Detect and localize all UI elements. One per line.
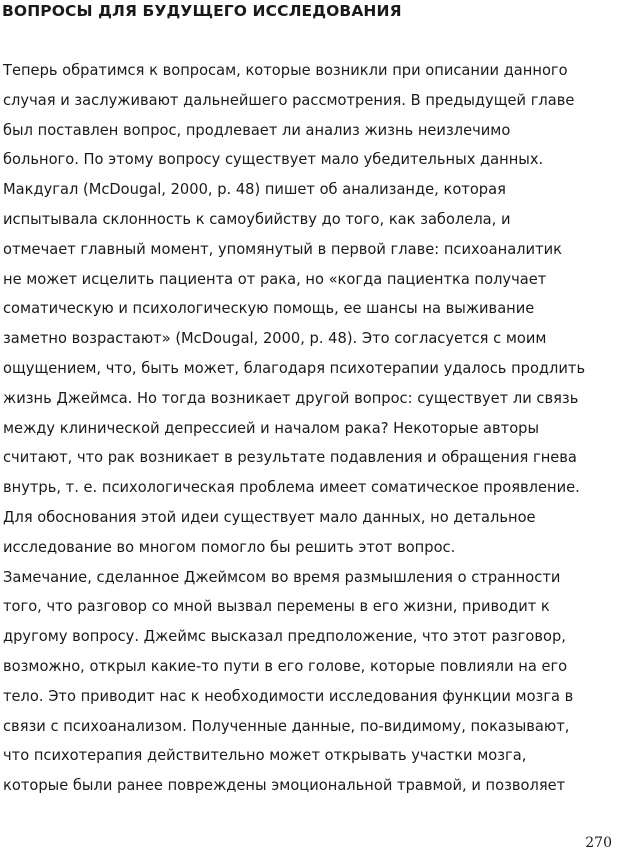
text-line: испытывала склонность к самоубийству до того, как заболела, и: [3, 210, 511, 228]
section-heading: ВОПРОСЫ ДЛЯ БУДУЩЕГО ИССЛЕДОВАНИЯ: [2, 2, 402, 20]
text-line: того, что разговор со мной вызвал перемены в его жизни, приводит к: [3, 598, 550, 616]
text-line: не может исцелить пациента от рака, но «когда пациентка получает: [3, 270, 547, 288]
text-line: Для обоснования этой идеи существует мало данных, но детальное: [3, 508, 536, 526]
text-line: внутрь, т. е. психологическая проблема имеет соматическое проявление.: [3, 479, 580, 497]
text-line: жизнь Джеймса. Но тогда возникает другой вопрос: существует ли связь: [3, 389, 579, 407]
text-line: заметно возрастают» (McDougal, 2000, p. 48). Это согласуется с моим: [3, 330, 547, 348]
text-line: связи с психоанализом. Полученные данные, по-видимому, показывают,: [3, 717, 570, 735]
text-line: считают, что рак возникает в результате подавления и обращения гнева: [3, 449, 577, 467]
text-line: между клинической депрессией и началом рака? Некоторые авторы: [3, 419, 540, 437]
text-line: ощущением, что, быть может, благодаря психотерапии удалось продлить: [3, 359, 586, 377]
text-line: другому вопросу. Джеймс высказал предположение, что этот разговор,: [3, 628, 566, 646]
text-line: Макдугал (McDougal, 2000, p. 48) пишет об анализанде, которая: [3, 181, 506, 199]
text-line: что психотерапия действительно может открывать участки мозга,: [3, 747, 527, 765]
text-line: случая и заслуживают дальнейшего рассмотрения. В предыдущей главе: [3, 91, 575, 109]
text-line: Замечание, сделанное Джеймсом во время размышления о странности: [3, 568, 561, 586]
text-line: исследование во многом помогло бы решить этот вопрос.: [3, 538, 456, 556]
text-line: возможно, открыл какие-то пути в его голове, которые повлияли на его: [3, 657, 568, 675]
text-line: был поставлен вопрос, продлевает ли анализ жизнь неизлечимо: [3, 121, 511, 139]
body-text: [3, 56, 620, 801]
text-line: больного. По этому вопросу существует мало убедительных данных.: [3, 151, 544, 169]
text-line: Теперь обратимся к вопросам, которые возникли при описании данного: [3, 62, 568, 79]
text-line: соматическую и психологическую помощь, ее шансы на выживание: [3, 300, 535, 318]
text-line: тело. Это приводит нас к необходимости исследования функции мозга в: [3, 687, 574, 705]
text-line: которые были ранее повреждены эмоциональной травмой, и позволяет: [3, 777, 566, 795]
page-number: 270: [585, 835, 612, 851]
text-line: отмечает главный момент, упомянутый в первой главе: психоаналитик: [3, 240, 562, 258]
